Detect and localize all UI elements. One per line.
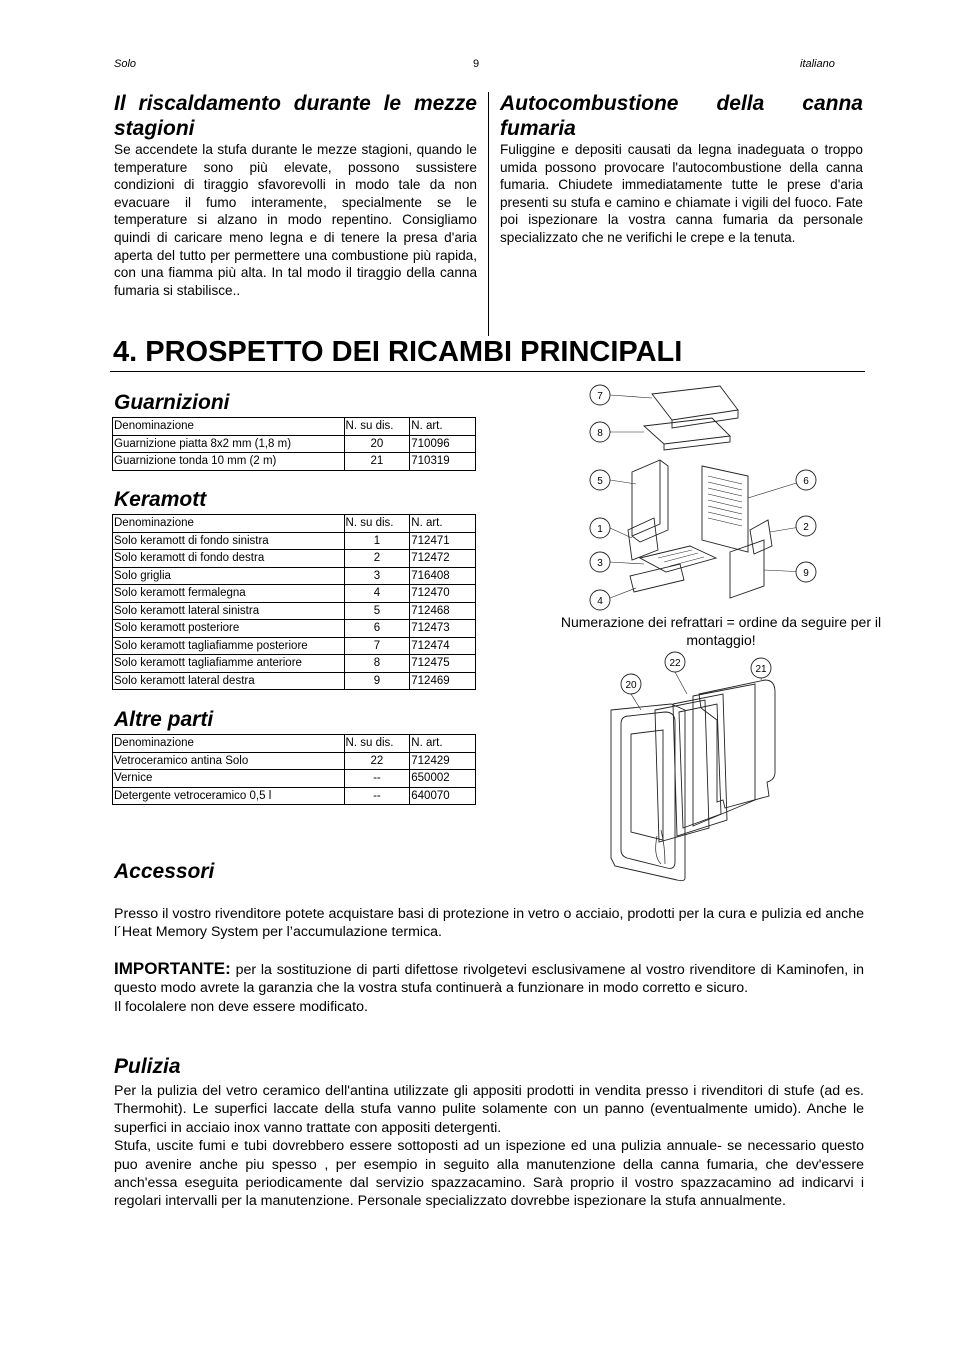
- table-header-row: [113, 735, 476, 753]
- table-cell: 712468: [410, 602, 476, 620]
- column-divider: [488, 92, 489, 336]
- table-header-cell: N. art.: [410, 735, 476, 753]
- table-cell: Solo keramott fermalegna: [113, 585, 345, 603]
- table-cell: 712471: [410, 532, 476, 550]
- table-row: [113, 620, 476, 638]
- part-6-back-plate: [702, 466, 748, 552]
- callout-label: 4: [597, 596, 603, 607]
- table-row: [113, 567, 476, 585]
- table-cell: Guarnizione piatta 8x2 mm (1,8 m): [113, 435, 345, 453]
- guarnizioni-table: [112, 417, 476, 471]
- keramott-title: Keramott: [114, 488, 207, 511]
- pulizia-paragraph-2: Stufa, uscite fumi e tubi dovrebbero essere sottoposti ad un ispezione ed una pulizia annuale- se necessario questo puo avenire anche piu spesso , per esempio in seguito alla manutenzione della canna fumaria, che dev'essere anch'essa eseguita periodicamente dal servizio spazzacamino. Sarà proprio il vostro spazzacamino ad indicarvi i regolari intervalli per la manutenzione. Personale specializzato dovrebbe ispezionare la stufa annualmente.: [114, 1138, 864, 1210]
- section-autocombustione: [500, 91, 863, 247]
- table-header-row: [113, 515, 476, 533]
- section-title: Autocombustione della canna fumaria: [500, 92, 863, 140]
- table-cell: Solo keramott lateral destra: [113, 672, 345, 690]
- accessori-body: Presso il vostro rivenditore potete acquistare basi di protezione in vetro o acciaio, prodotti per la cura e pulizia ed anche l´Heat Memory System per l’accumulazione termica.: [114, 906, 864, 941]
- table-cell: 650002: [410, 770, 476, 788]
- chapter-heading: [113, 336, 682, 369]
- door-exploded-diagram: [605, 650, 790, 885]
- refractory-exploded-diagram: [580, 380, 820, 612]
- section-mezze-stagioni: [114, 91, 477, 299]
- table-row: [113, 585, 476, 603]
- table-cell: Solo keramott tagliafiamme anteriore: [113, 655, 345, 673]
- table-cell: Solo keramott tagliafiamme posteriore: [113, 637, 345, 655]
- table-cell: 712429: [410, 752, 476, 770]
- table-cell: 712474: [410, 637, 476, 655]
- part-1-back-left: [628, 518, 658, 560]
- section-body: Fuliggine e depositi causati da legna inadeguata o troppo umida possono provocare l'autocombustione della canna fumaria. Chiudete immediatamente tutte le prese d'aria presenti su stufa e camino e chiamate i vigili del fuoco. Fate poi ispezionare la vostra canna fumaria da personale specializzato che ne verifichi le crepe e la tenuta.: [500, 142, 863, 245]
- callout-label: 6: [803, 476, 809, 487]
- callout-label: 22: [669, 658, 681, 669]
- table-header-cell: Denominazione: [113, 735, 345, 753]
- table-row: [113, 672, 476, 690]
- importante-label: IMPORTANTE:: [114, 959, 231, 978]
- callout-label: 20: [625, 680, 637, 691]
- part-3-grate: [640, 546, 716, 572]
- diagram-caption: Numerazione dei refrattari = ordine da seguire per il montaggio!: [560, 614, 882, 648]
- table-header-cell: N. su dis.: [344, 735, 410, 753]
- section-title: Il riscaldamento durante le mezze stagioni: [114, 92, 477, 140]
- table-cell: Solo keramott posteriore: [113, 620, 345, 638]
- altre-parti-table: [112, 734, 476, 805]
- callout-label: 7: [597, 391, 603, 402]
- table-cell: 2: [344, 550, 410, 568]
- header-language: italiano: [800, 58, 835, 70]
- callout-label: 1: [597, 524, 603, 535]
- chapter-title: PROSPETTO DEI RICAMBI PRINCIPALI: [145, 336, 683, 368]
- guarnizioni-title: Guarnizioni: [114, 391, 230, 414]
- table-header-cell: N. art.: [410, 418, 476, 436]
- table-cell: 3: [344, 567, 410, 585]
- table-header-cell: Denominazione: [113, 418, 345, 436]
- table-cell: 22: [344, 752, 410, 770]
- table-cell: 5: [344, 602, 410, 620]
- table-cell: 9: [344, 672, 410, 690]
- callout-circles: [621, 652, 771, 694]
- table-cell: 710096: [410, 435, 476, 453]
- accessori-title: Accessori: [114, 860, 215, 883]
- part-21-round-gasket: [699, 680, 775, 808]
- table-cell: Solo keramott lateral sinistra: [113, 602, 345, 620]
- table-header-cell: N. su dis.: [344, 515, 410, 533]
- table-cell: 20: [344, 435, 410, 453]
- table-cell: 6: [344, 620, 410, 638]
- table-cell: Detergente vetroceramico 0,5 l: [113, 787, 345, 805]
- table-cell: 8: [344, 655, 410, 673]
- part-5-left-side: [632, 460, 668, 542]
- table-row: [113, 787, 476, 805]
- callout-label: 5: [597, 476, 603, 487]
- pulizia-title: Pulizia: [114, 1055, 181, 1078]
- part-2-right-side: [750, 520, 772, 554]
- chapter-rule: [110, 371, 865, 372]
- importante-body: per la sostituzione di parti difettose rivolgetevi esclusivamene al vostro rivenditore di Kaminofen, in questo modo avrete la garanzia che la vostra stufa continuerà a funzionare in modo corretto e sicuro.: [114, 962, 864, 997]
- callout-label: 3: [597, 558, 603, 569]
- keramott-table: [112, 514, 476, 690]
- page-number: 9: [473, 58, 480, 70]
- table-cell: 4: [344, 585, 410, 603]
- table-header-row: [113, 418, 476, 436]
- table-row: [113, 435, 476, 453]
- table-cell: Solo griglia: [113, 567, 345, 585]
- table-cell: 710319: [410, 453, 476, 471]
- chapter-number: 4.: [113, 336, 138, 368]
- callout-label: 2: [803, 522, 809, 533]
- section-body: Se accendete la stufa durante le mezze stagioni, quando le temperature sono più elevate, possono sussistere condizioni di tiraggio sfavorevolli in modo tale da non evacuare il fumo interamente, specialmente se le temperature si alzano in modo repentino. Consigliamo quindi di caricare meno legna e di tenere la presa d'aria aperta del tutto per permettere una combustione più rapida, con una fiamma più alta. In tal modo il tiraggio della canna fumaria si stabilisce..: [114, 142, 477, 298]
- pulizia-paragraph-1: Per la pulizia del vetro ceramico dell'antina utilizzate gli appositi prodotti in vendita presso i rivenditori di stufe (ad es. Thermohit). Le superfici laccate della stufa vanno pulite solamente con un panno (eventualmente umido). Anche le superfici in acciaio inox vanno trattate con appositi detergenti.: [114, 1083, 864, 1136]
- pulizia-body: [114, 1082, 864, 1211]
- table-cell: 712470: [410, 585, 476, 603]
- table-row: [113, 637, 476, 655]
- header-left: Solo: [114, 58, 137, 70]
- part-8-baffle: [644, 418, 730, 450]
- table-row: [113, 752, 476, 770]
- table-cell: 712475: [410, 655, 476, 673]
- callout-label: 8: [597, 428, 603, 439]
- table-cell: Vernice: [113, 770, 345, 788]
- table-cell: 712472: [410, 550, 476, 568]
- table-cell: 712469: [410, 672, 476, 690]
- table-cell: Solo keramott di fondo sinistra: [113, 532, 345, 550]
- table-row: [113, 770, 476, 788]
- table-row: [113, 453, 476, 471]
- table-cell: --: [344, 770, 410, 788]
- table-cell: Solo keramott di fondo destra: [113, 550, 345, 568]
- table-header-cell: Denominazione: [113, 515, 345, 533]
- table-cell: Vetroceramico antina Solo: [113, 752, 345, 770]
- table-cell: 640070: [410, 787, 476, 805]
- table-row: [113, 655, 476, 673]
- table-cell: 1: [344, 532, 410, 550]
- callout-label: 21: [755, 664, 767, 675]
- table-cell: Guarnizione tonda 10 mm (2 m): [113, 453, 345, 471]
- importante-note: Il focolalere non deve essere modificato.: [114, 998, 368, 1015]
- table-cell: --: [344, 787, 410, 805]
- callout-label: 9: [803, 568, 809, 579]
- table-row: [113, 602, 476, 620]
- part-4-log-retainer: [630, 564, 684, 592]
- part-22-glass-ceramic: [673, 694, 727, 836]
- table-cell: 716408: [410, 567, 476, 585]
- table-cell: 7: [344, 637, 410, 655]
- table-row: [113, 532, 476, 550]
- table-header-cell: N. art.: [410, 515, 476, 533]
- table-cell: 21: [344, 453, 410, 471]
- part-7-baffle: [652, 386, 738, 428]
- table-row: [113, 550, 476, 568]
- importante-block: [114, 960, 864, 1016]
- table-header-cell: N. su dis.: [344, 418, 410, 436]
- altre-parti-title: Altre parti: [114, 708, 214, 731]
- table-cell: 712473: [410, 620, 476, 638]
